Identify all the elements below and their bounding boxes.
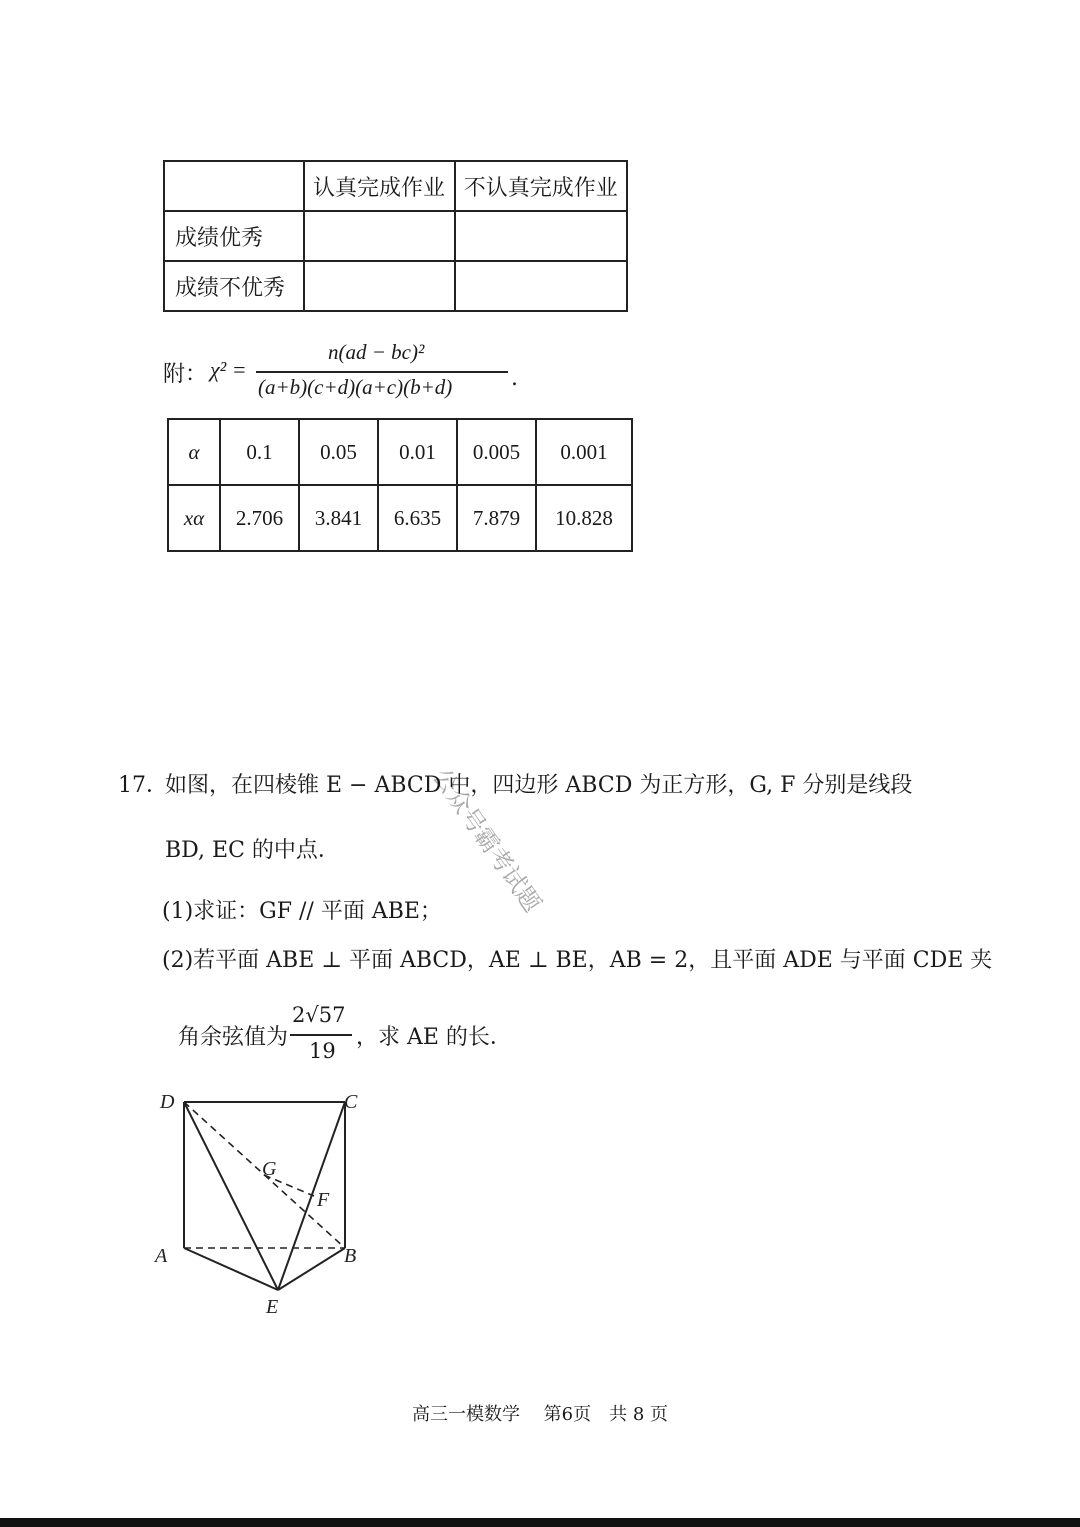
- x-alpha-value: 2.706: [220, 485, 299, 551]
- watermark: 公众号霸考试题: [427, 763, 547, 918]
- label-C: C: [344, 1091, 358, 1113]
- cosine-numerator: 2√57: [292, 1003, 346, 1027]
- alpha-header: α: [168, 419, 220, 485]
- alpha-value: 0.01: [378, 419, 457, 485]
- alpha-value: 0.001: [536, 419, 632, 485]
- formula-lhs: χ² =: [210, 357, 247, 382]
- label-E: E: [266, 1296, 279, 1318]
- table-row: [168, 419, 632, 485]
- contingency-table: [163, 160, 628, 312]
- formula-prefix: 附：: [163, 362, 208, 387]
- label-F: F: [317, 1189, 330, 1211]
- table-row: [164, 261, 627, 311]
- x-alpha-value: 3.841: [299, 485, 378, 551]
- cosine-denominator: 19: [309, 1039, 336, 1063]
- x-alpha-header: xα: [168, 485, 220, 551]
- table-cell: [304, 261, 455, 311]
- formula-numerator: n(ad − bc)²: [328, 340, 425, 364]
- x-alpha-value: 7.879: [457, 485, 536, 551]
- formula-denominator: (a+b)(c+d)(a+c)(b+d): [258, 375, 453, 399]
- question-part-2-end: ，求 AE 的长．: [356, 1025, 512, 1050]
- label-B: B: [344, 1245, 357, 1267]
- critical-value-table: [167, 418, 633, 552]
- question-line-2: BD, EC 的中点．: [165, 838, 340, 863]
- page-footer: 高三一模数学 第6页 共 8 页: [411, 1404, 669, 1425]
- row-label: 成绩优秀: [164, 211, 304, 261]
- alpha-value: 0.1: [220, 419, 299, 485]
- table-header-row: [164, 161, 627, 211]
- label-A: A: [155, 1245, 168, 1267]
- table-header-cell: 认真完成作业: [304, 161, 455, 211]
- table-cell: [304, 211, 455, 261]
- table-cell: [455, 261, 628, 311]
- question-part-2-cont: 角余弦值为: [178, 1025, 289, 1050]
- alpha-value: 0.005: [457, 419, 536, 485]
- label-D: D: [160, 1091, 175, 1113]
- question-number: 17．: [118, 773, 168, 798]
- edge-DE: [184, 1102, 278, 1290]
- edge-CE: [278, 1102, 345, 1290]
- cosine-fraction-bar: [290, 1034, 352, 1036]
- question-line-1: 如图，在四棱锥 E − ABCD 中，四边形 ABCD 为正方形，G, F 分别是线段: [165, 773, 913, 798]
- formula-suffix: .: [511, 366, 518, 391]
- bottom-edge-bar: [0, 1518, 1080, 1527]
- table-header-cell: [164, 161, 304, 211]
- edge-AE: [184, 1248, 278, 1290]
- table-row: [164, 211, 627, 261]
- label-G: G: [262, 1158, 277, 1180]
- edge-BE: [278, 1248, 345, 1290]
- table-cell: [455, 211, 628, 261]
- formula-fraction-bar: [256, 371, 508, 373]
- pyramid-figure: [140, 1085, 380, 1325]
- alpha-value: 0.05: [299, 419, 378, 485]
- table-header-cell: 不认真完成作业: [455, 161, 628, 211]
- question-part-2: (2)若平面 ABE ⊥ 平面 ABCD，AE ⊥ BE，AB = 2，且平面 ADE 与平面 CDE 夹: [162, 948, 993, 973]
- x-alpha-value: 10.828: [536, 485, 632, 551]
- row-label: 成绩不优秀: [164, 261, 304, 311]
- question-part-1: (1)求证：GF // 平面 ABE；: [162, 899, 442, 924]
- x-alpha-value: 6.635: [378, 485, 457, 551]
- table-row: [168, 485, 632, 551]
